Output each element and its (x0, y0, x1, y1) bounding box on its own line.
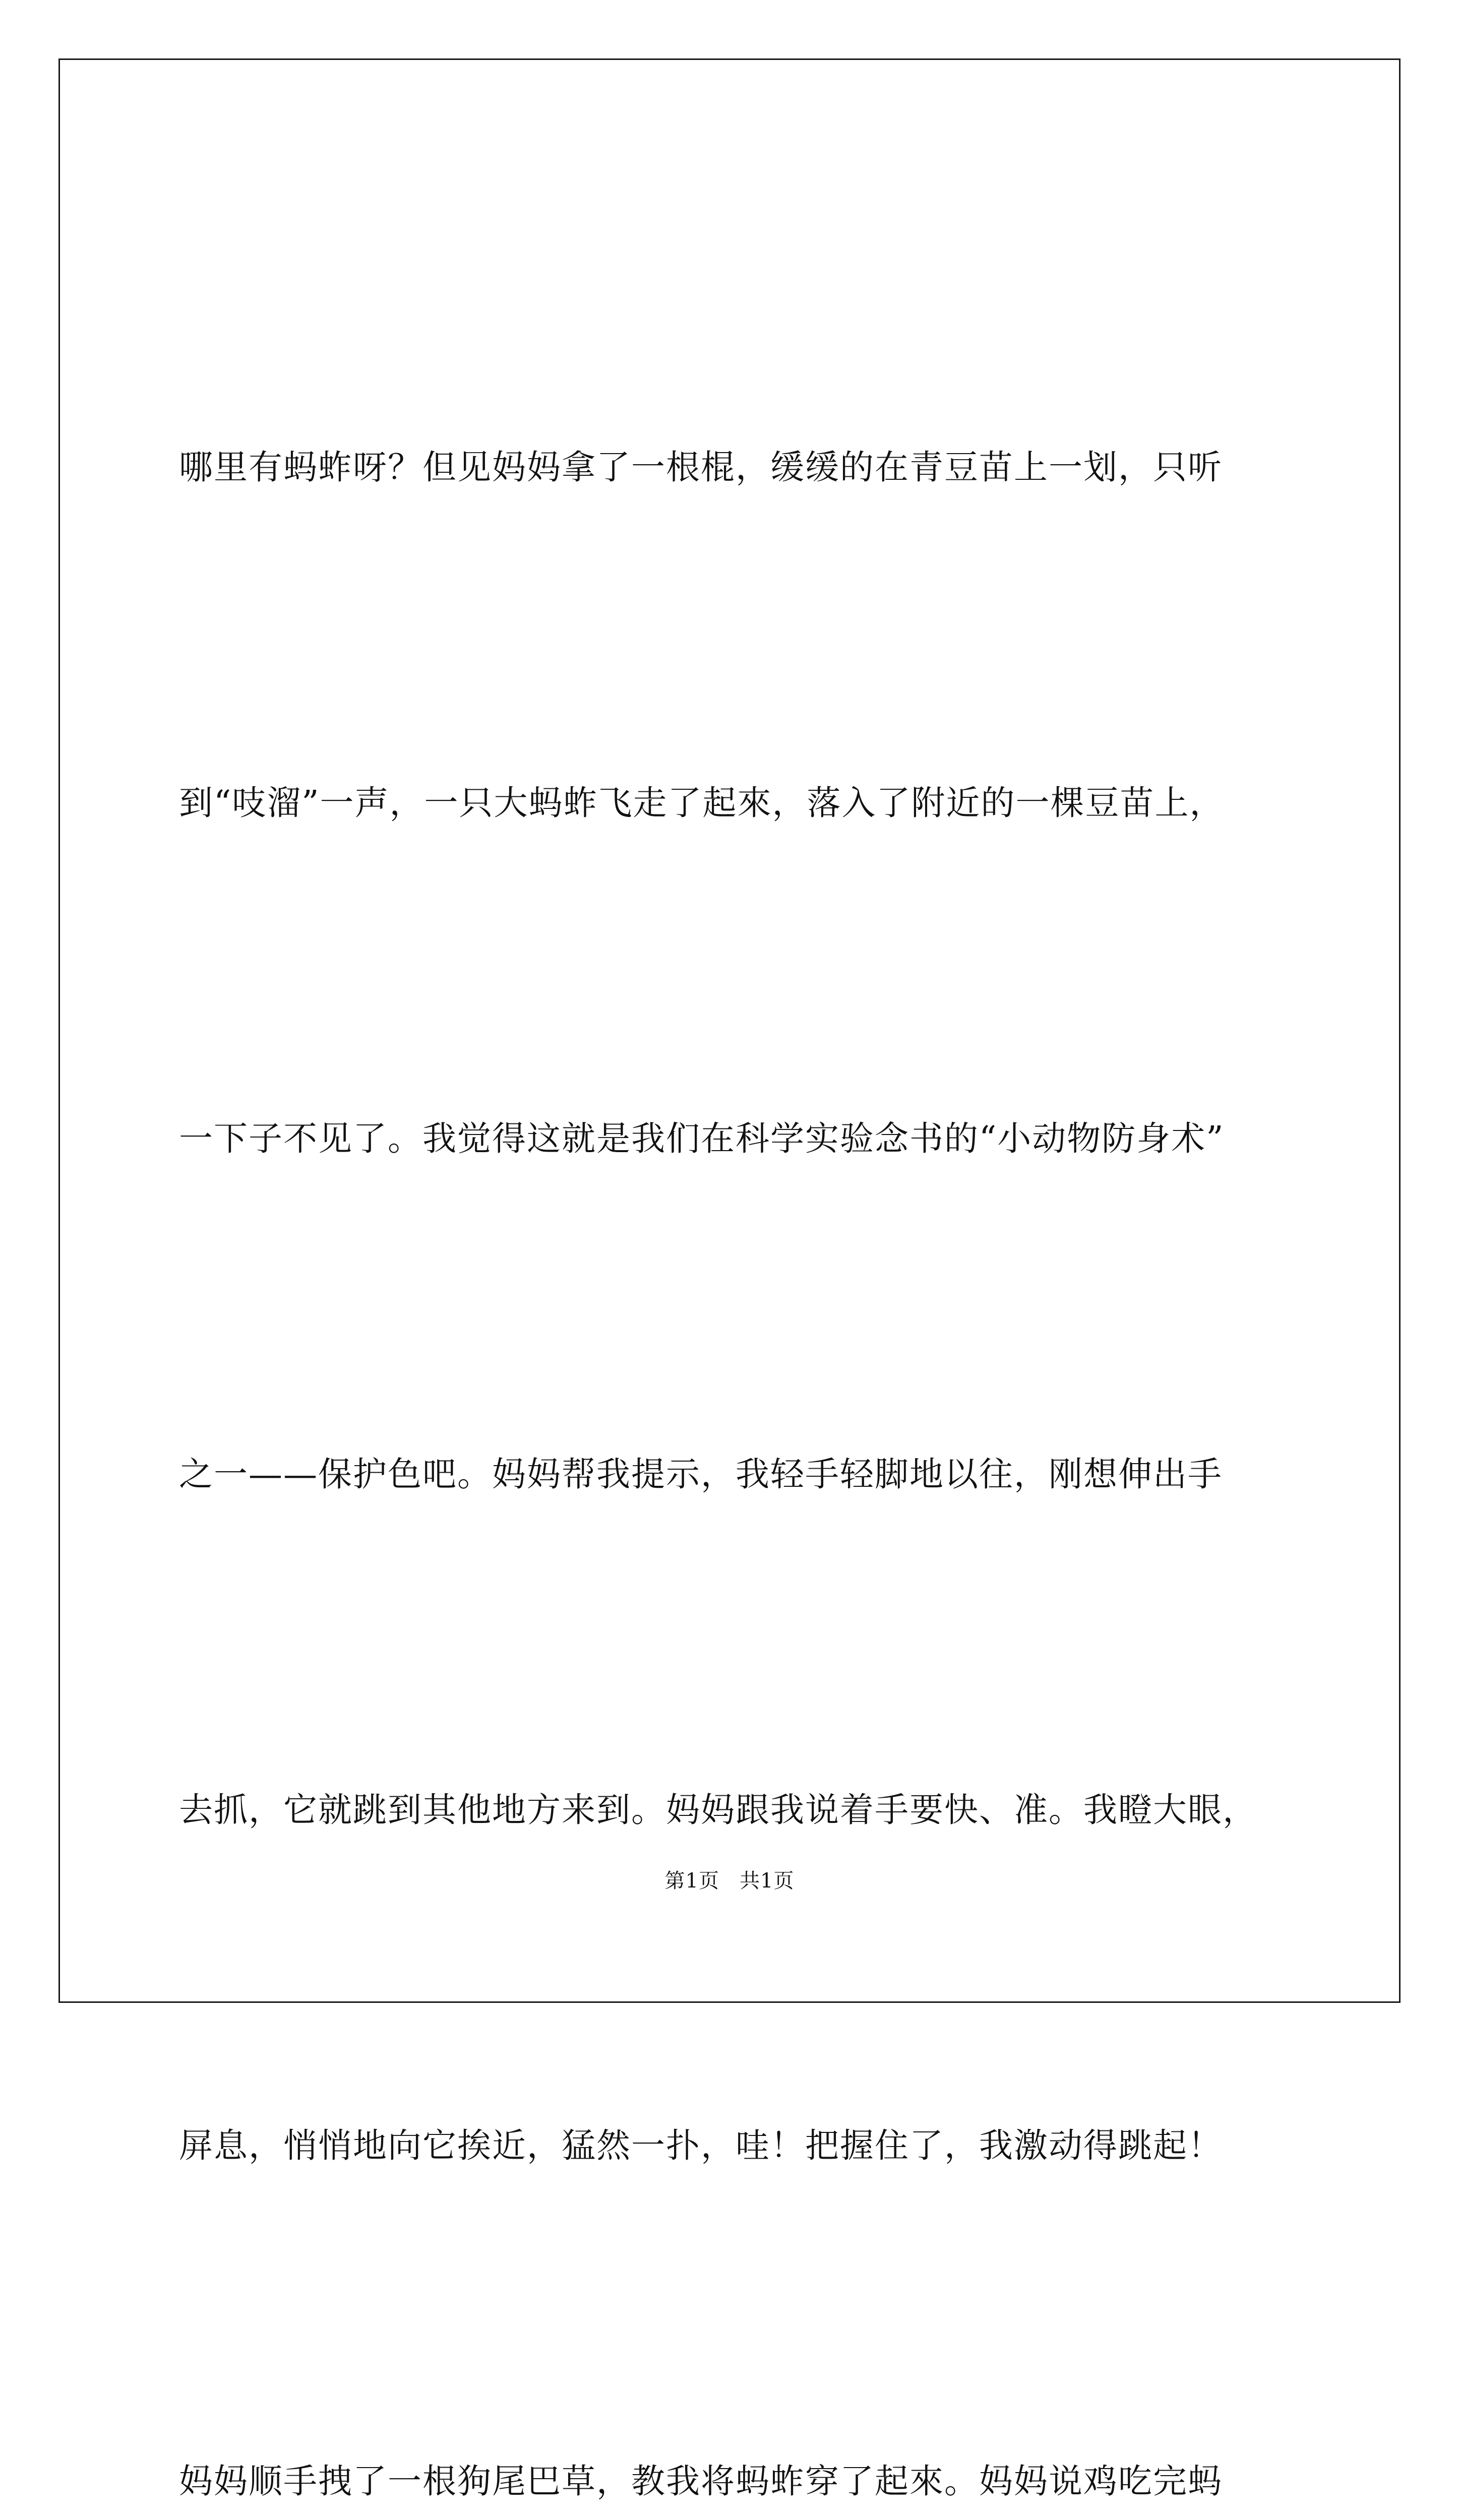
document-body (179, 187, 1339, 2520)
text-line: 一下子不见了。我觉得这就是我们在科学实验念书的“小动物防身术” (179, 1119, 1225, 1158)
page-footer (0, 1865, 1459, 1894)
text-line: 妈妈顺手拽了一根狗尾巴草，教我将蚂蚱穿了起來。妈妈说鸡吃完蚂 (179, 2462, 1223, 2501)
page-total: 共1页 (740, 1869, 795, 1893)
text-line: 屏息，悄悄地向它挨近，猛然一扑，哇！把握住了，我激动得跳起！ (179, 2126, 1223, 2165)
text-line: 之一——保护色吧。妈妈帮我提示，我轻手轻脚地以往，刚想伸出手 (179, 1455, 1223, 1494)
text-line: 哪里有蚂蚱呀？但见妈妈拿了一根棍，缓缓的在青豆苗上一划，只听 (179, 448, 1223, 487)
paragraph-1 (179, 187, 1339, 2520)
text-line: 到“吱溜”一声，一只大蚂蚱飞走了起來，落入了附近的一棵豆苗上， (179, 783, 1225, 823)
text-line: 去抓，它就跳到其他地方来到。妈妈跟我说着手要快、准。我瞪大眼， (179, 1790, 1257, 1830)
page-number: 第1页 (664, 1869, 719, 1893)
